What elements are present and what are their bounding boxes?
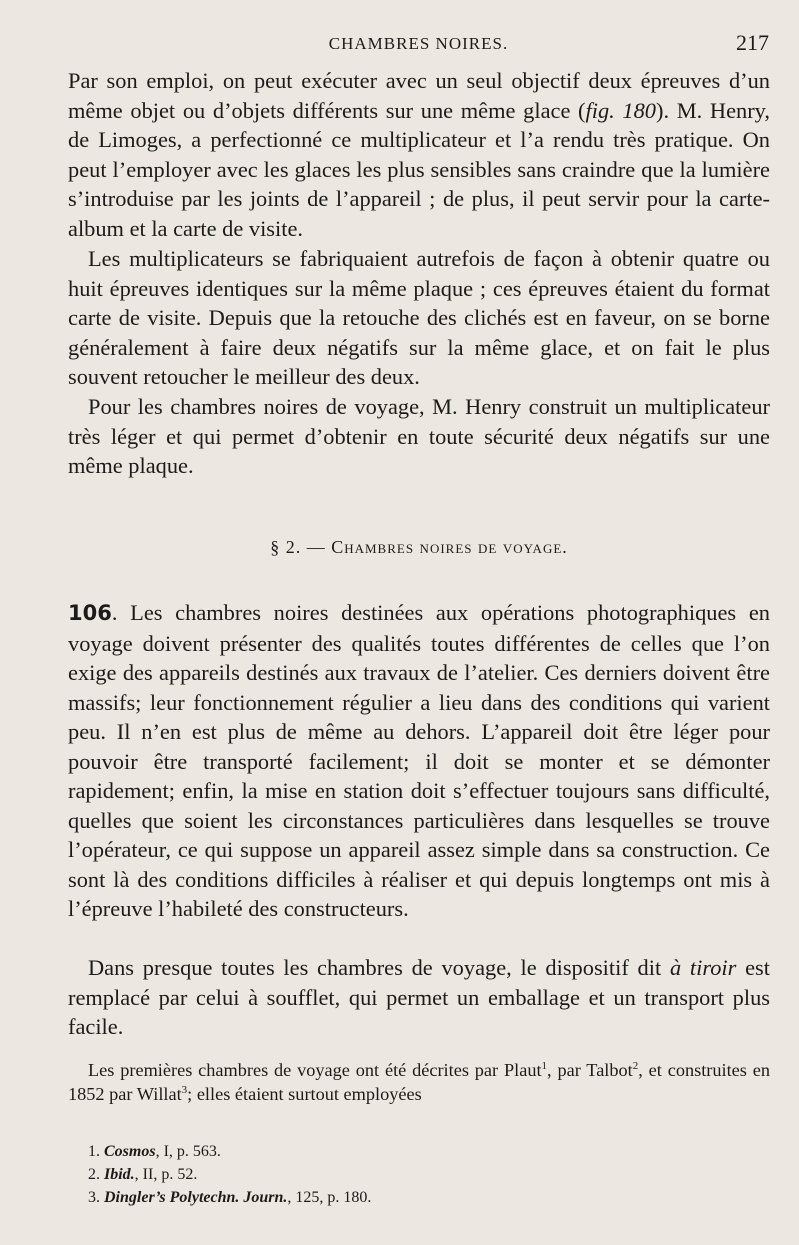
footnote-number: 1. bbox=[88, 1143, 100, 1160]
footnote-ref: , II, p. 52. bbox=[134, 1166, 198, 1183]
paragraph-tiroir bbox=[68, 953, 770, 1042]
footnote bbox=[88, 1163, 371, 1186]
small-print-paragraph bbox=[68, 1058, 770, 1106]
text-run: Par son emploi, on peut exécuter avec un seul objectif deux épreuves d’un même objet ou d’objets différents sur une même glace ( bbox=[68, 68, 770, 123]
footnote-source: Ibid. bbox=[104, 1166, 135, 1183]
section-title: Chambres noires de voyage. bbox=[331, 537, 568, 557]
text-run: , par Talbot bbox=[547, 1060, 633, 1080]
footnote-source: Cosmos bbox=[104, 1143, 156, 1160]
text-run: ; elles étaient surtout employées bbox=[187, 1084, 422, 1104]
footnote bbox=[88, 1186, 371, 1209]
section-prefix: § 2. — bbox=[270, 537, 332, 557]
paragraph-multiplicateurs-history: Les multiplicateurs se fabriquaient autrefois de façon à obtenir quatre ou huit épreuves identiques sur la même plaque ; ces épreuves étaient du format carte de visite. Depuis que la retouche des clichés est en faveur, on se borne généralement à faire deux négatifs sur la même glace, et on fait le plus souvent retoucher le meilleur des deux. bbox=[68, 246, 770, 389]
text-run: Les premières chambres de voyage ont été décrites par Plaut bbox=[88, 1060, 542, 1080]
footnote-ref-3: 3 bbox=[181, 1083, 188, 1096]
footnote-ref-2: 2 bbox=[632, 1059, 639, 1072]
footnote-number: 2. bbox=[88, 1166, 100, 1183]
footnote-number: 3. bbox=[88, 1189, 100, 1206]
footnotes bbox=[88, 1140, 371, 1209]
footnote-ref: , 125, p. 180. bbox=[287, 1189, 372, 1206]
text-run: Dans presque toutes les chambres de voyage, le dispositif dit bbox=[88, 955, 670, 980]
figure-reference: fig. 180 bbox=[585, 97, 657, 123]
running-title: CHAMBRES NOIRES. bbox=[328, 34, 509, 53]
paragraph-henry-voyage: Pour les chambres noires de voyage, M. Henry construit un multiplicateur très léger et qui permet d’obtenir en toute sécurité deux négatifs sur une même plaque. bbox=[68, 394, 770, 478]
footnote-ref-1: 1 bbox=[541, 1059, 548, 1072]
italic-term: à tiroir bbox=[669, 955, 737, 980]
page-header bbox=[68, 30, 769, 60]
footnote-source: Dingler’s Polytechn. Journ. bbox=[104, 1189, 288, 1206]
text-run: . Les chambres noires destinées aux opérations photographiques en voyage doivent présenter des qualités toutes différentes de celles que l’on exige des appareils destinés aux travaux de l’atelier. Ces derniers doivent être massifs; leur fonctionnement régulier a lieu dans des conditions qui varient peu. Il n’en est plus de même au dehors. L’appareil doit être léger pour pouvoir être transporté facilement; il doit se monter et se démonter rapidement; enfin, la mise en station doit s’effectuer toujours sans difficulté, quelles que soient les circonstances particulières dans lesquelles se trouve l’opérateur, ce qui suppose un appareil assez simple dans sa construction. Ce sont là des conditions difficiles à réaliser et qui depuis longtemps ont mis à l’épreuve l’habileté des constructeurs. bbox=[68, 600, 770, 921]
page-number: 217 bbox=[736, 30, 769, 55]
text-run: est remplacé par celui à soufflet, qui permet un emballage et un transport plus facile. bbox=[68, 955, 770, 1039]
paragraph-multiplicateur bbox=[68, 66, 770, 243]
section-heading bbox=[68, 537, 770, 558]
text-run: , et construites en 1852 par Willat bbox=[68, 1060, 771, 1104]
paragraph-number: 106 bbox=[68, 601, 112, 625]
text-run: ). M. Henry, de Limoges, a perfectionné ce multiplicateur et l’a rendu très pratique. On peut l’employer avec les glaces les plus sensibles sans craindre que la lumière s’introduise par les joints de l’appareil ; de plus, il peut servir pour la carte-album et la carte de visite. bbox=[68, 97, 771, 241]
footnote bbox=[88, 1140, 371, 1163]
paragraph-106 bbox=[68, 598, 770, 924]
footnote-ref: , I, p. 563. bbox=[155, 1143, 221, 1160]
